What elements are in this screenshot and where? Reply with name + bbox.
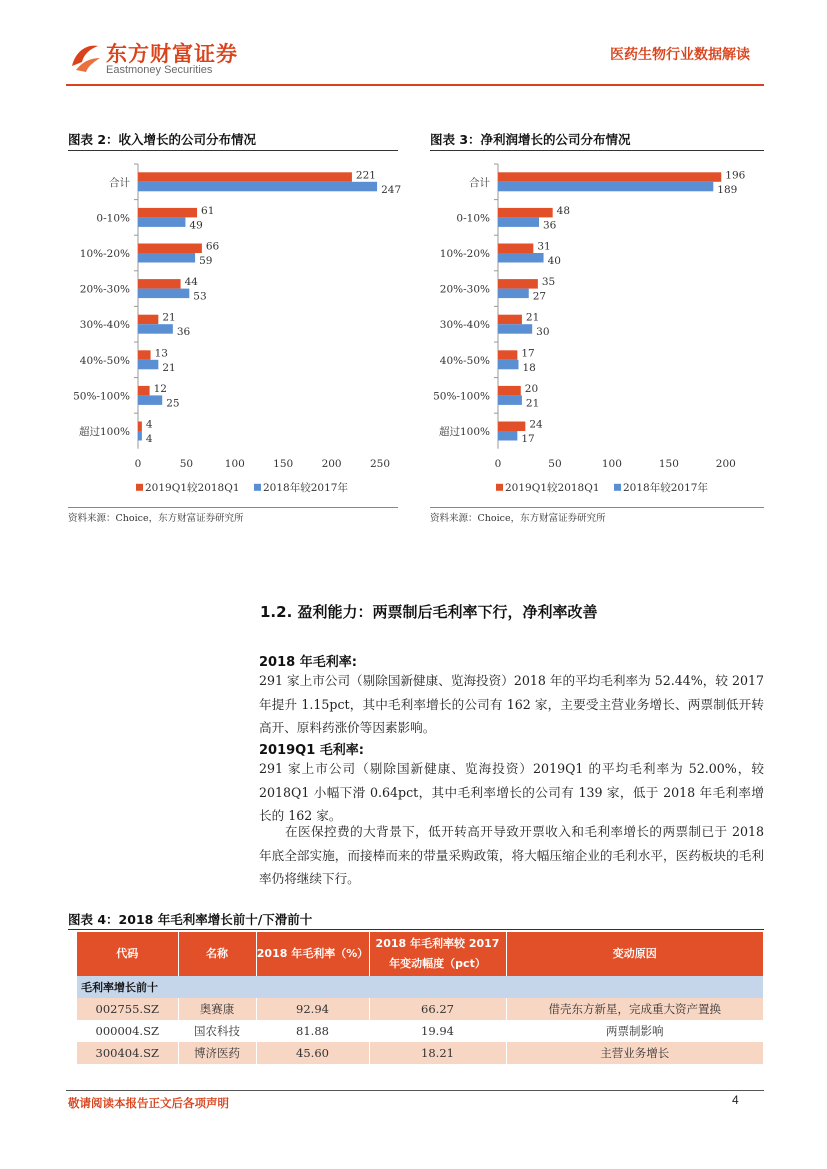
bar-value-label: 25 (166, 397, 180, 410)
eastmoney-logo-icon (68, 40, 102, 74)
bar-value-label: 27 (532, 290, 547, 303)
x-tick-label: 150 (658, 457, 679, 470)
paragraph-2018-margin: 291 家上市公司（剔除国新健康、览海投资）2018 年的平均毛利率为 52.44%，较 2017 年提升 1.15pct，其中毛利率增长的公司有 162 家，主要受主营业务增长、两票制低开转高开、原料药涨价等因素影响。 (259, 673, 764, 735)
figure3-source-divider (430, 507, 764, 508)
bar (498, 315, 522, 325)
cell-code: 000004.SZ (77, 1020, 178, 1042)
bar-value-label: 21 (525, 397, 540, 410)
bar (498, 279, 538, 289)
x-tick-label: 200 (321, 457, 342, 470)
table-row (77, 1042, 763, 1064)
cell-name: 奥赛康 (178, 998, 256, 1020)
bar-value-label: 221 (355, 169, 376, 182)
x-tick-label: 250 (369, 457, 391, 470)
cell-code: 300404.SZ (77, 1042, 178, 1064)
cell-margin: 92.94 (256, 998, 369, 1020)
cell-reason: 两票制影响 (506, 1020, 763, 1042)
bar (138, 208, 197, 218)
legend-swatch (496, 484, 503, 491)
group-label: 毛利率增长前十 (77, 976, 763, 998)
header-code: 代码 (77, 932, 178, 976)
legend-label: 2019Q1较2018Q1 (145, 481, 240, 494)
logo-chinese-name: 东方财富证券 (106, 42, 238, 66)
x-tick-label: 0 (134, 457, 142, 470)
bar-value-label: 40 (547, 255, 561, 267)
category-label: 超过100% (438, 426, 490, 438)
bar (138, 253, 195, 263)
table-header-row (77, 932, 763, 976)
header-margin: 2018 年毛利率（%） (256, 932, 369, 976)
bar-value-label: 30 (536, 326, 550, 339)
figure3-source: 资料来源：Choice，东方财富证券研究所 (430, 513, 606, 524)
table-group-row (77, 976, 763, 998)
bar-value-label: 49 (189, 219, 203, 232)
page-header (68, 36, 768, 86)
cell-change: 19.94 (369, 1020, 506, 1042)
table-row (77, 1020, 763, 1042)
bar-value-label: 21 (162, 311, 176, 324)
header-name: 名称 (178, 932, 256, 976)
x-tick-label: 0 (494, 457, 502, 470)
cell-margin: 45.60 (256, 1042, 369, 1064)
category-label: 50%-100% (433, 390, 490, 403)
bar-value-label: 189 (717, 183, 738, 196)
subheading-2019q1-margin: 2019Q1 毛利率: (259, 743, 365, 758)
subheading-2018-margin: 2018 年毛利率: (259, 655, 357, 670)
legend-label: 2019Q1较2018Q1 (505, 481, 600, 494)
x-tick-label: 200 (715, 457, 736, 470)
category-label: 合计 (109, 176, 130, 189)
page-number: 4 (732, 1093, 739, 1107)
bar-value-label: 59 (199, 255, 213, 267)
category-label: 超过100% (78, 426, 130, 438)
category-label: 10%-20% (79, 248, 130, 260)
category-label: 30%-40% (439, 319, 490, 332)
cell-name: 博济医药 (178, 1042, 256, 1064)
bar (138, 395, 162, 405)
bar (498, 350, 517, 360)
category-label: 50%-100% (73, 390, 130, 403)
bar (138, 315, 158, 325)
figure2-title-divider (68, 150, 398, 151)
bar-value-label: 66 (205, 240, 220, 253)
x-tick-label: 50 (548, 457, 562, 470)
bar (138, 217, 185, 227)
bar-value-label: 31 (537, 240, 551, 253)
figure3-title: 图表 3：净利润增长的公司分布情况 (430, 132, 631, 147)
bar (498, 172, 721, 182)
bar-value-label: 21 (525, 311, 540, 324)
bar (138, 386, 150, 396)
footer-divider (66, 1090, 764, 1091)
chart-svg (428, 158, 768, 503)
cell-code: 002755.SZ (77, 998, 178, 1020)
category-label: 20%-30% (439, 283, 490, 296)
bar (138, 172, 352, 182)
bar-value-label: 17 (521, 433, 535, 445)
category-label: 0-10% (456, 212, 490, 225)
x-tick-label: 50 (179, 457, 194, 470)
x-tick-label: 150 (273, 457, 294, 470)
section-title: 1.2. 盈利能力：两票制后毛利率下行，净利率改善 (260, 603, 598, 621)
figure3-title-divider (430, 150, 764, 151)
bar (138, 289, 189, 299)
bar (498, 244, 533, 254)
gross-margin-table (77, 932, 763, 1064)
legend-label: 2018年较2017年 (263, 481, 348, 494)
header-reason: 变动原因 (506, 932, 763, 976)
bar (138, 279, 181, 289)
bar (498, 431, 517, 441)
category-label: 30%-40% (79, 319, 130, 332)
category-label: 10%-20% (439, 248, 490, 260)
logo-english-name: Eastmoney Securities (106, 64, 213, 76)
cell-change: 18.21 (369, 1042, 506, 1064)
bar-value-label: 196 (725, 169, 746, 182)
bar (498, 395, 522, 405)
bar (498, 324, 532, 334)
bar-value-label: 36 (543, 219, 557, 232)
bar (498, 217, 539, 227)
bar-value-label: 53 (193, 290, 207, 303)
bar-value-label: 20 (524, 382, 539, 395)
legend-swatch (136, 484, 143, 491)
net-profit-growth-bar-chart (428, 158, 768, 503)
bar-value-label: 4 (145, 433, 153, 445)
category-label: 合计 (469, 176, 490, 189)
bar-value-label: 44 (184, 276, 198, 289)
bar (498, 253, 544, 263)
header-divider (66, 84, 764, 86)
chart-svg (68, 158, 408, 503)
figure4-title-divider (68, 929, 764, 930)
category-label: 40%-50% (439, 354, 490, 367)
category-label: 20%-30% (79, 283, 130, 296)
cell-margin: 81.88 (256, 1020, 369, 1042)
bar-value-label: 24 (529, 418, 543, 431)
figure2-source: 资料来源：Choice，东方财富证券研究所 (68, 513, 244, 524)
bar-value-label: 61 (201, 204, 215, 217)
legend-swatch (614, 484, 621, 491)
bar (138, 422, 142, 432)
table-row (77, 998, 763, 1020)
bar-value-label: 35 (541, 276, 556, 289)
cell-name: 国农科技 (178, 1020, 256, 1042)
bar-value-label: 21 (162, 361, 176, 374)
bar (498, 422, 525, 432)
category-label: 0-10% (96, 212, 130, 225)
report-type: 医药生物行业数据解读 (610, 47, 750, 63)
figure2-title: 图表 2：收入增长的公司分布情况 (68, 132, 257, 147)
bar (138, 182, 377, 192)
bar (138, 350, 151, 360)
bar (498, 182, 713, 192)
revenue-growth-bar-chart (68, 158, 408, 503)
footer-disclaimer: 敬请阅读本报告正文后各项声明 (68, 1096, 229, 1110)
paragraph-2019q1-margin: 291 家上市公司（剔除国新健康、览海投资）2019Q1 的平均毛利率为 52.00%，较 2018Q1 小幅下滑 0.64pct，其中毛利率增长的公司有 139 家，低于 2018 年毛利率增长的 162 家。 (259, 761, 764, 823)
figure4-title: 图表 4：2018 年毛利率增长前十/下滑前十 (68, 912, 313, 927)
bar (498, 386, 521, 396)
x-tick-label: 100 (601, 457, 622, 470)
bar (498, 360, 519, 370)
x-tick-label: 100 (224, 457, 245, 470)
cell-change: 66.27 (369, 998, 506, 1020)
cell-reason: 主营业务增长 (506, 1042, 763, 1064)
bar-value-label: 12 (153, 382, 167, 395)
legend-label: 2018年较2017年 (623, 481, 708, 494)
company-logo (68, 36, 268, 82)
header-change: 2018 年毛利率较 2017 年变动幅度（pct） (369, 932, 506, 976)
cell-reason: 借壳东方新星，完成重大资产置换 (506, 998, 763, 1020)
bar (138, 324, 173, 334)
paragraph-policy-outlook: 在医保控费的大背景下，低开转高开导致开票收入和毛利率增长的两票制已于 2018 年底全部实施，而接棒而来的带量采购政策，将大幅压缩企业的毛利水平，医药板块的毛利率仍将继续下行。 (259, 824, 764, 886)
bar (138, 431, 142, 441)
bar-value-label: 36 (176, 326, 191, 339)
bar (498, 208, 553, 218)
bar-value-label: 247 (381, 183, 402, 196)
bar (138, 360, 158, 370)
legend-swatch (254, 484, 261, 491)
bar-value-label: 18 (522, 361, 536, 374)
category-label: 40%-50% (79, 354, 130, 367)
bar (138, 244, 202, 254)
bar-value-label: 4 (145, 418, 153, 431)
figure2-source-divider (68, 507, 398, 508)
bar-value-label: 48 (556, 204, 571, 217)
bar (498, 289, 529, 299)
bar-value-label: 17 (521, 347, 535, 360)
bar-value-label: 13 (154, 347, 168, 360)
